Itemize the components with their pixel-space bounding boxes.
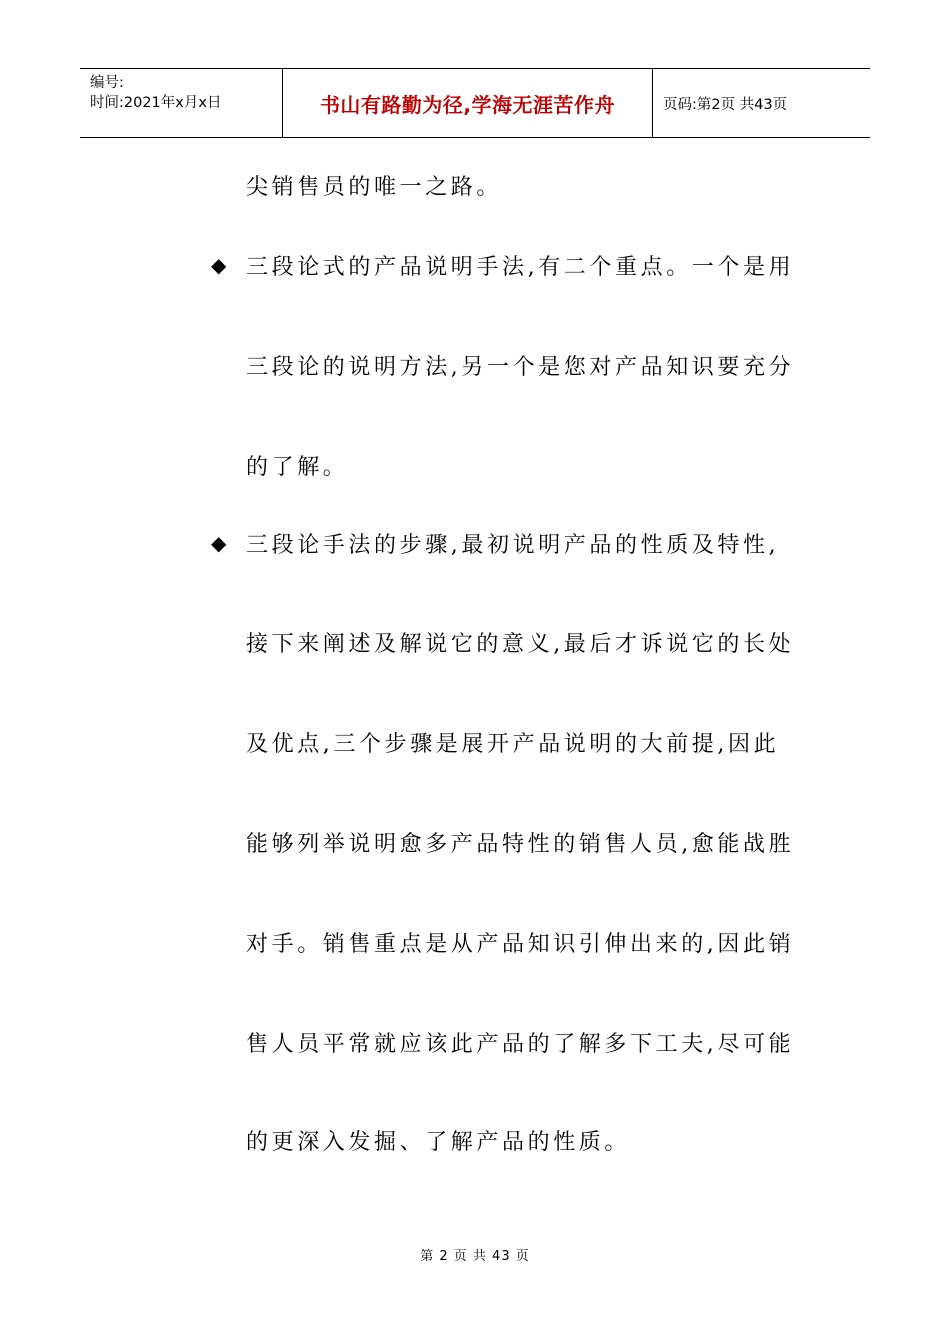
header-motto: 书山有路勤为径,学海无涯苦作舟 [319,92,616,117]
document-date-label: 时间:2021年x月x日 [90,95,222,111]
body-line-3: 三段论的说明方法,另一个是您对产品知识要充分 [246,355,795,380]
page-header [80,68,870,138]
page-footer: 第 2 页 共 43 页 [420,1249,530,1264]
header-motto-cell [282,69,653,137]
body-line-2: 三段论式的产品说明手法,有二个重点。一个是用 [246,255,795,280]
body-line-9: 对手。销售重点是从产品知识引伸出来的,因此销 [246,932,795,957]
header-page-cell [653,69,870,137]
body-line-7: 及优点,三个步骤是展开产品说明的大前提,因此 [246,732,780,757]
body-line-5: 三段论手法的步骤,最初说明产品的性质及特性, [246,533,780,558]
body-line-8: 能够列举说明愈多产品特性的销售人员,愈能战胜 [246,832,795,857]
document-number-label: 编号: [90,75,124,91]
body-line-1: 尖销售员的唯一之路。 [246,175,503,200]
body-line-10: 售人员平常就应该此产品的了解多下工夫,尽可能 [246,1032,795,1057]
bullet-diamond-icon: ◆ [211,531,227,555]
bullet-diamond-icon: ◆ [211,253,227,277]
body-line-6: 接下来阐述及解说它的意义,最后才诉说它的长处 [246,632,795,657]
header-page-label: 页码:第2页 共43页 [663,96,788,113]
body-line-4: 的了解。 [246,455,349,480]
body-line-11: 的更深入发掘、了解产品的性质。 [246,1130,631,1155]
header-meta-cell [80,69,282,137]
